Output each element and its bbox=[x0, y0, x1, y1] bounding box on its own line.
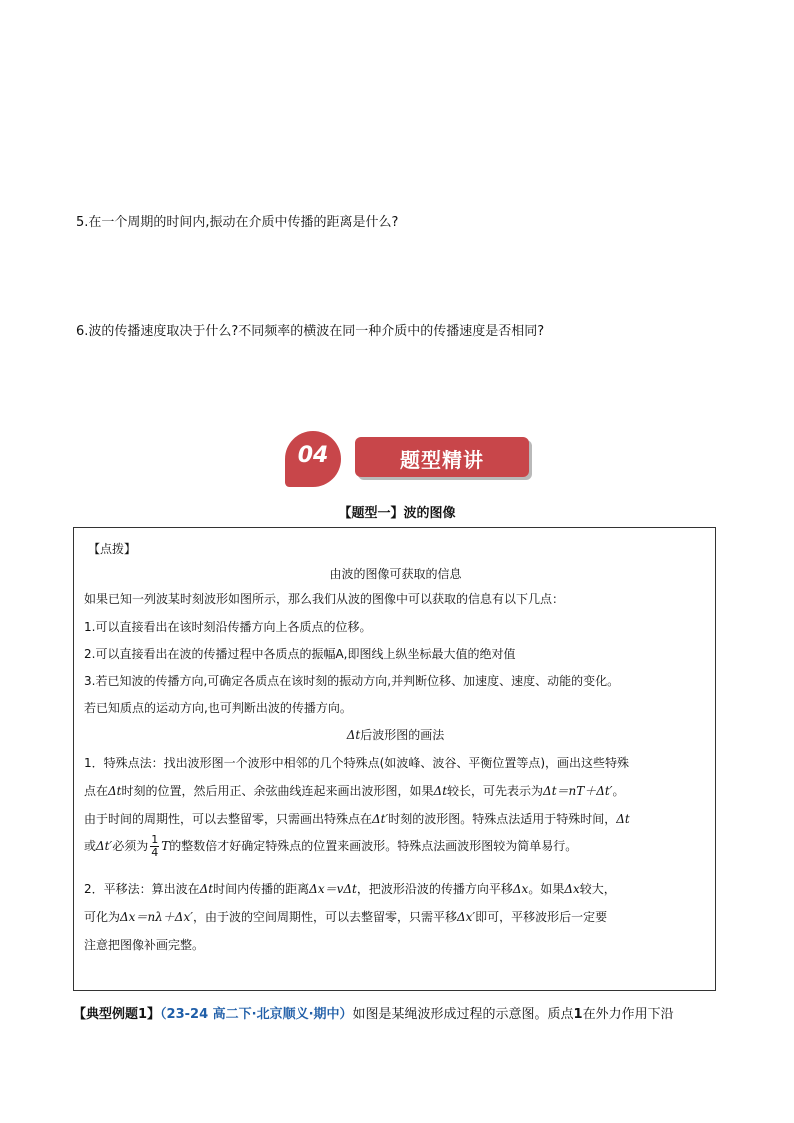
fraction-one-quarter bbox=[150, 834, 159, 859]
m1-l3-b: 时刻的波形图。特殊点法适用于特殊时间， bbox=[388, 812, 617, 826]
m1-l3-sym2: Δt bbox=[616, 812, 630, 826]
method-2-line-3: 注意把图像补画完整。 bbox=[84, 938, 205, 952]
tip-heading-2 bbox=[74, 726, 717, 743]
tip-point-3: 3.若已知波的传播方向,可确定各质点在该时刻的振动方向,并判断位移、加速度、速度、动能的变化。 bbox=[84, 674, 620, 688]
m1-l2-a: 点在 bbox=[84, 784, 109, 798]
fraction-numerator: 1 bbox=[151, 833, 159, 846]
m2-l1-a: 2．平移法：算出波在 bbox=[84, 882, 200, 896]
m2-l1-d: 。如果 bbox=[528, 882, 565, 896]
method-2-line-2 bbox=[84, 908, 607, 925]
tip-box bbox=[73, 527, 716, 991]
m1-l2-c: 较长，可先表示为 bbox=[447, 784, 544, 798]
tip-heading-1: 由波的图像可获取的信息 bbox=[329, 567, 462, 581]
example-text-2: 在外力作用下沿 bbox=[582, 1007, 674, 1022]
m2-l1-e: 较大， bbox=[579, 882, 616, 896]
m1-l4-sym: Δt′ bbox=[96, 839, 113, 853]
m2-l2-sym: Δx′ bbox=[456, 910, 476, 924]
fraction-denominator: 4 bbox=[151, 846, 159, 859]
section-number: 04 bbox=[297, 443, 329, 468]
m2-l2-formula: Δx＝nλ＋Δx′ bbox=[120, 910, 193, 924]
m1-l3-a: 由于时间的周期性，可以去整留零，只需画出特殊点在 bbox=[84, 812, 373, 826]
m2-l1-formula: Δx＝vΔt bbox=[309, 882, 357, 896]
m2-l2-b: ，由于波的空间周期性，可以去整留零，只需平移 bbox=[192, 910, 457, 924]
period-symbol: T bbox=[161, 839, 170, 853]
m1-l3-sym: Δt′ bbox=[372, 812, 389, 826]
m2-l1-b: 时间内传播的距离 bbox=[213, 882, 310, 896]
section-header bbox=[285, 431, 535, 489]
m2-l2-a: 可化为 bbox=[84, 910, 121, 924]
question-6: 6.波的传播速度取决于什么?不同频率的横波在同一种介质中的传播速度是否相同? bbox=[76, 324, 545, 339]
m1-l4-a: 或 bbox=[84, 839, 97, 853]
example-source: （23-24 高二下·北京顺义·期中） bbox=[160, 1007, 353, 1022]
tip-point-3b: 若已知质点的运动方向,也可判断出波的传播方向。 bbox=[84, 701, 352, 715]
m1-l4-c: 的整数倍才好确定特殊点的位置来画波形。特殊点法画波形图较为简单易行。 bbox=[169, 839, 578, 853]
m2-l1-sym3: Δx bbox=[564, 882, 580, 896]
m2-l2-c: 即可，平移波形后一定要 bbox=[475, 910, 608, 924]
heading-2-symbol: Δt bbox=[346, 728, 361, 742]
question-5: 5.在一个周期的时间内,振动在介质中传播的距离是什么? bbox=[76, 215, 399, 230]
tip-label: 【点拨】 bbox=[88, 542, 137, 556]
example-label: 【典型例题1】 bbox=[73, 1007, 161, 1022]
section-title-banner bbox=[355, 437, 529, 477]
m1-l4-b: 必须为 bbox=[112, 839, 149, 853]
m2-l1-sym2: Δx bbox=[512, 882, 529, 896]
m2-l1-c: ，把波形沿波的传播方向平移 bbox=[356, 882, 513, 896]
heading-2-text: 后波形图的画法 bbox=[360, 728, 445, 742]
section-title: 题型精讲 bbox=[400, 448, 484, 472]
m1-l2-b: 时刻的位置，然后用正、余弦曲线连起来画出波形图，如果 bbox=[121, 784, 434, 798]
method-1-line-2 bbox=[84, 782, 625, 799]
m1-l2-sym2: Δt bbox=[433, 784, 448, 798]
m1-l2-sym: Δt bbox=[108, 784, 122, 798]
m1-l2-formula: Δt＝nT＋Δt′ bbox=[543, 784, 613, 798]
tip-point-2: 2.可以直接看出在波的传播过程中各质点的振幅A,即图线上纵坐标最大值的绝对值 bbox=[84, 647, 516, 661]
method-1-line-1: 1．特殊点法：找出波形图一个波形中相邻的几个特殊点(如波峰、波谷、平衡位置等点)，画出这些特殊 bbox=[84, 756, 630, 770]
tip-intro: 如果已知一列波某时刻波形如图所示，那么我们从波的图像中可以获取的信息有以下几点： bbox=[84, 592, 565, 606]
example-text: 如图是某绳波形成过程的示意图。质点 bbox=[352, 1007, 574, 1022]
example-particle-number: 1 bbox=[573, 1007, 583, 1022]
m1-l2-d: 。 bbox=[612, 784, 625, 798]
method-1-line-4 bbox=[84, 834, 577, 859]
type-title: 【题型一】波的图像 bbox=[338, 506, 456, 521]
example-1 bbox=[73, 1003, 674, 1022]
method-1-line-3 bbox=[84, 810, 630, 827]
tip-point-1: 1.可以直接看出在该时刻沿传播方向上各质点的位移。 bbox=[84, 620, 372, 634]
method-2-line-1 bbox=[84, 880, 616, 897]
m2-l1-sym: Δt bbox=[199, 882, 214, 896]
